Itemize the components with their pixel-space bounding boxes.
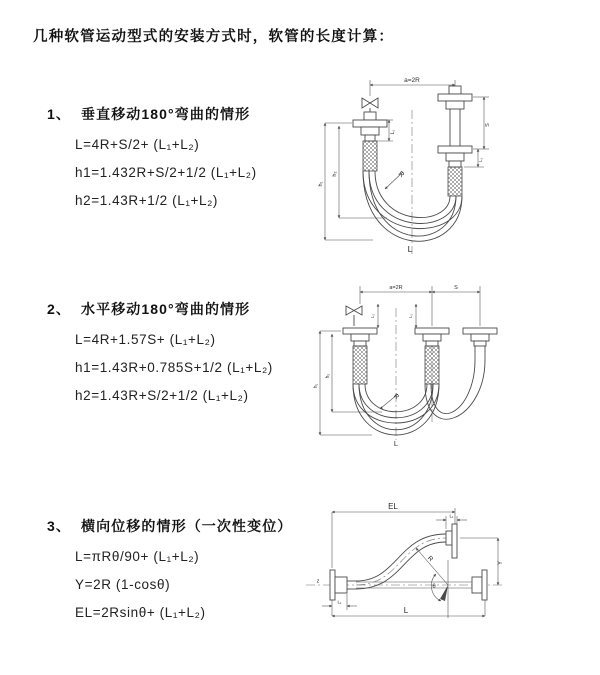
length-label: L bbox=[393, 439, 399, 448]
angle-label: θ bbox=[432, 584, 436, 590]
diagram-lateral-displacement bbox=[298, 498, 510, 650]
braided-hose-section bbox=[353, 346, 367, 384]
braided-hose-section bbox=[425, 346, 439, 384]
dim-label-stroke: S bbox=[485, 123, 491, 127]
page-title: 几种软管运动型式的安装方式时，软管的长度计算： bbox=[33, 29, 395, 45]
formula-line: L=πRθ/90+ (L₁+L₂) bbox=[75, 549, 200, 564]
braided-hose-section bbox=[448, 167, 462, 196]
section-3-heading bbox=[47, 516, 292, 536]
hose-u-bend bbox=[363, 171, 462, 241]
braided-hose-section bbox=[363, 141, 377, 171]
dim-label-width: a=2R bbox=[389, 285, 403, 291]
radius-label: R bbox=[396, 170, 406, 180]
left-flange-fitting bbox=[353, 112, 387, 171]
section-2-heading-text: 水平移动180°弯曲的情形 bbox=[81, 301, 251, 317]
section-3-number: 3、 bbox=[47, 518, 71, 534]
dim-label-h1: h₁ bbox=[313, 383, 319, 389]
section-2-number: 2、 bbox=[47, 301, 71, 317]
hose-s-curve bbox=[356, 534, 446, 589]
diagram-1-svg bbox=[315, 68, 595, 260]
radius-label: R bbox=[425, 554, 435, 564]
diagram-3-svg bbox=[298, 498, 510, 650]
formula-line: h1=1.43R+0.785S+1/2 (L₁+L₂) bbox=[75, 360, 273, 375]
dim-label-stroke: S bbox=[454, 285, 458, 291]
right-flange-fitting bbox=[463, 328, 497, 360]
formula-line: h2=1.43R+1/2 (L₁+L₂) bbox=[75, 193, 219, 208]
formula-line: L=4R+S/2+ (L₁+L₂) bbox=[75, 137, 200, 152]
radius-leader-line bbox=[416, 548, 448, 585]
dim-label-h2: h₂ bbox=[332, 171, 338, 177]
valve-icon bbox=[346, 306, 362, 326]
section-2 bbox=[47, 299, 273, 403]
formula-line: L=4R+1.57S+ (L₁+L₂) bbox=[75, 332, 216, 347]
diagram-vertical-bend bbox=[315, 68, 595, 260]
right-upper-flange-fitting bbox=[446, 524, 457, 558]
middle-flange-fitting bbox=[415, 328, 449, 384]
section-3 bbox=[47, 516, 292, 620]
formula-line: h2=1.43R+S/2+1/2 (L₁+L₂) bbox=[75, 388, 249, 403]
section-2-heading bbox=[47, 299, 273, 319]
dim-label-h2: h₂ bbox=[325, 373, 331, 379]
right-lower-flange-fitting bbox=[472, 570, 487, 600]
formula-line: EL=2Rsinθ+ (L₁+L₂) bbox=[75, 605, 206, 620]
dim-label-l1-left: L₁ bbox=[337, 599, 342, 605]
dim-label-l1-mid: L₁ bbox=[408, 314, 413, 318]
dim-label-l1-left: L₁ bbox=[390, 129, 396, 135]
radius-label: R bbox=[391, 392, 401, 402]
formula-line: Y=2R (1-cosθ) bbox=[75, 577, 171, 592]
section-1-number: 1、 bbox=[47, 106, 71, 122]
dim-label-l1-right: L₁ bbox=[478, 157, 483, 163]
section-3-heading-text: 横向位移的情形（一次性变位） bbox=[81, 518, 293, 534]
right-flange-fitting bbox=[438, 86, 472, 196]
dim-label-l1-right: L₁ bbox=[449, 513, 454, 519]
diagram-horizontal-bend bbox=[312, 282, 600, 450]
section-1-heading-text: 垂直移动180°弯曲的情形 bbox=[81, 106, 251, 122]
dim-label-h1: h₁ bbox=[318, 181, 324, 187]
dim-label-y: Y bbox=[498, 560, 504, 566]
dim-label-l1-left: L₁ bbox=[370, 314, 375, 318]
angle-vertex-mark bbox=[440, 585, 448, 601]
length-label: L bbox=[407, 244, 413, 254]
diagram-2-svg bbox=[312, 282, 600, 450]
section-1-heading bbox=[47, 104, 257, 124]
dim-label-l: L bbox=[403, 606, 409, 615]
dim-label-width: a=2R bbox=[404, 77, 420, 84]
dim-label-el: EL bbox=[388, 502, 398, 511]
section-1 bbox=[47, 104, 257, 208]
valve-icon bbox=[362, 98, 378, 112]
formula-line: h1=1.432R+S/2+1/2 (L₁+L₂) bbox=[75, 165, 257, 180]
left-flange-fitting bbox=[343, 328, 377, 384]
axis-mark-label: z bbox=[316, 578, 320, 585]
